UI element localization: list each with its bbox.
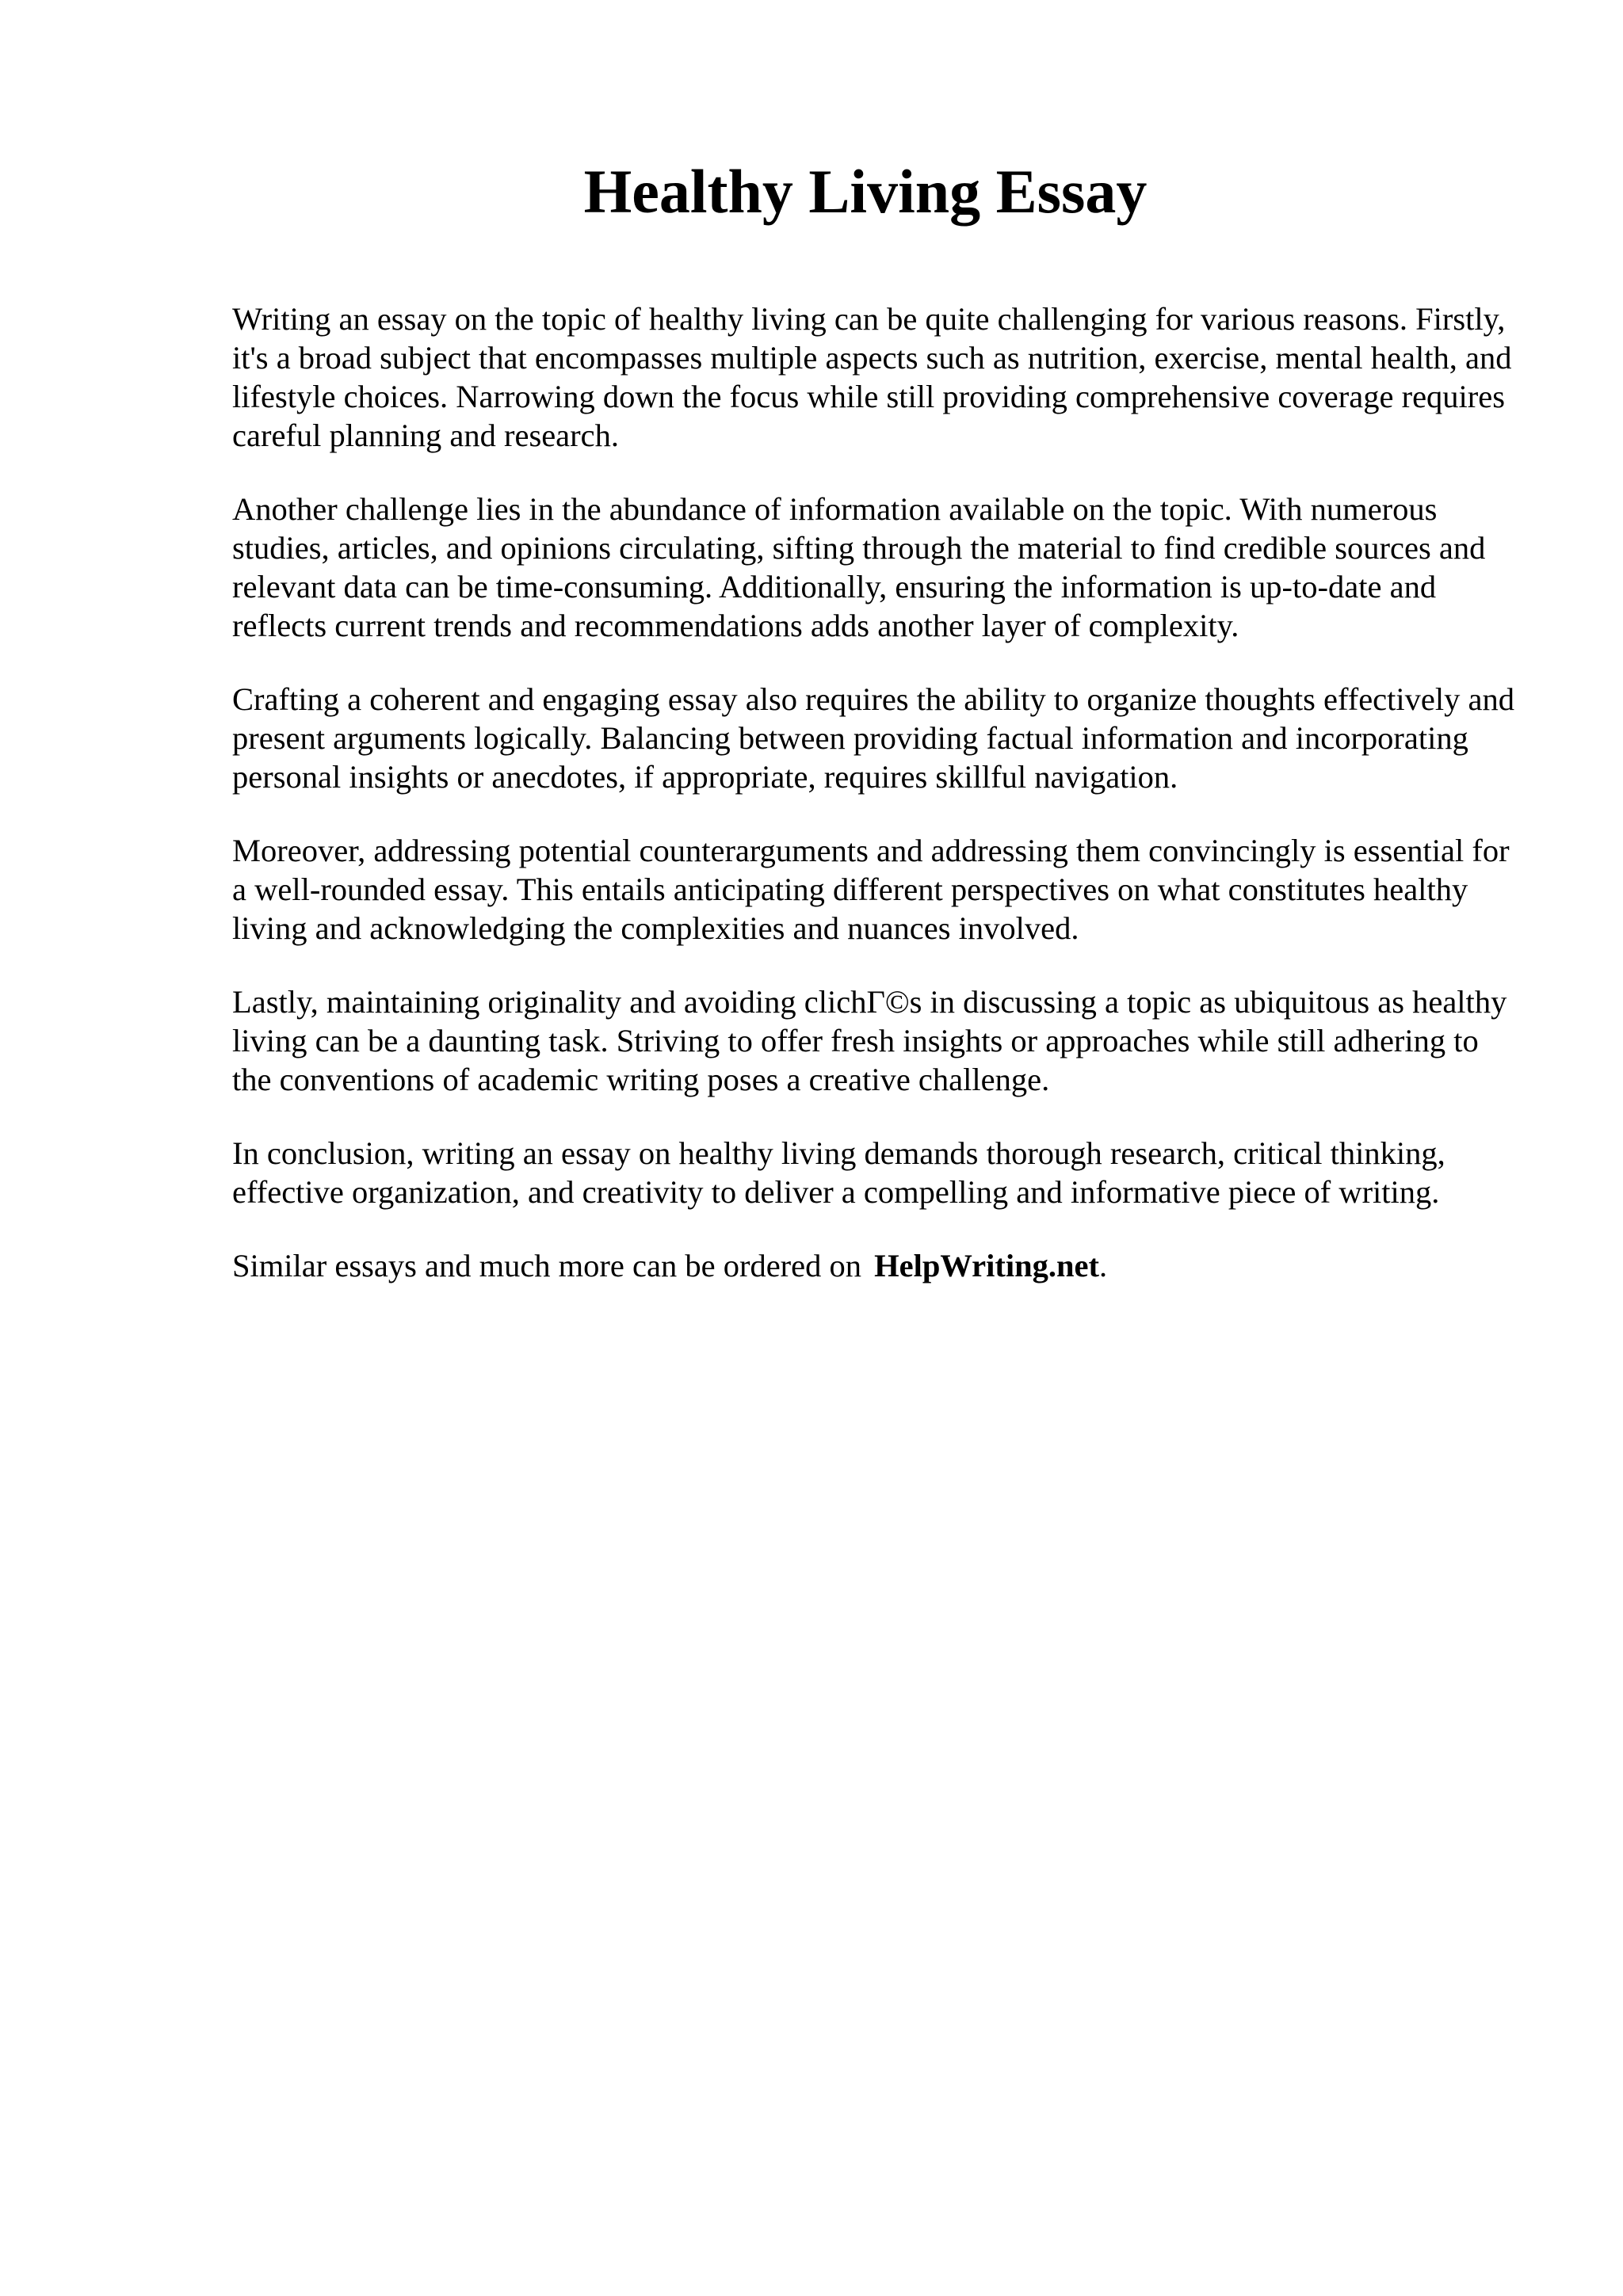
paragraph-2: Another challenge lies in the abundance of information available on the topic. With numerous studies, articles, and opinions circulating, sifting through the material to find credible sources and relevant data can be time-consuming. Additionally, ensuring the information is up-to-date and reflects current trends and recommendations adds another layer of complexity. [232,491,1486,643]
paragraph-4: Moreover, addressing potential counterarguments and addressing them convincingly is essential for a well-rounded essay. This entails anticipating different perspectives on what constitutes healthy living and acknowledging the complexities and nuances involved. [232,833,1510,946]
document-body [232,299,1516,1285]
closing-suffix: . [1099,1248,1108,1283]
closing-line [232,1246,1516,1285]
paragraph-5: Lastly, maintaining originality and avoiding clichГ©s in discussing a topic as ubiquitous as healthy living can be a daunting task. Striving to offer fresh insights or approaches while still adhering to the conventions of academic writing poses a creative challenge. [232,984,1507,1097]
document-title: Healthy Living Essay [583,157,1148,226]
paragraph-1: Writing an essay on the topic of healthy living can be quite challenging for various reasons. Firstly, it's a broad subject that encompasses multiple aspects such as nutrition, exercise, mental health, and lifestyle choices. Narrowing down the focus while still providing comprehensive coverage requires careful planning and research. [232,301,1512,453]
closing-prefix: Similar essays and much more can be ordered on [232,1248,862,1283]
paragraph-3: Crafting a coherent and engaging essay also requires the ability to organize thoughts effectively and present arguments logically. Balancing between providing factual information and incorporating personal insights or anecdotes, if appropriate, requires skillful navigation. [232,681,1514,795]
paragraph-6: In conclusion, writing an essay on healthy living demands thorough research, critical thinking, effective organization, and creativity to deliver a compelling and informative piece of writing. [232,1135,1445,1210]
site-link[interactable]: HelpWriting.net [874,1248,1100,1283]
